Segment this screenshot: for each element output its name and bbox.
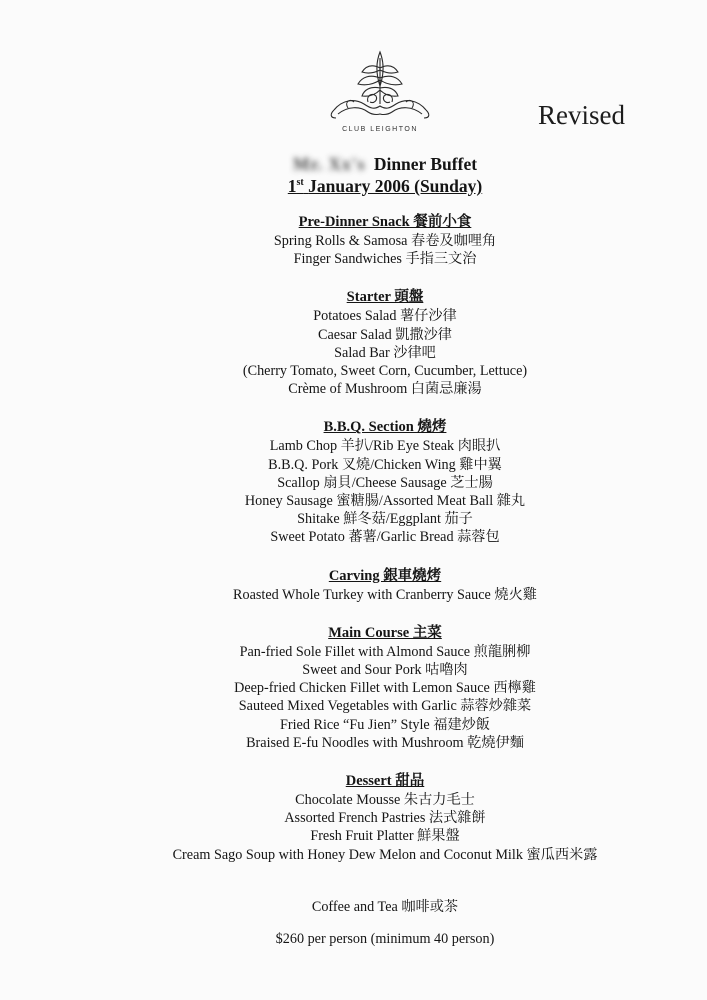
revised-stamp: Revised [538,100,625,130]
date-day: 1 [287,176,297,196]
menu-date [0,175,707,197]
section-heading: B.B.Q. Section 燒烤 [323,419,447,436]
menu-title-text: Dinner Buffet [373,154,478,174]
menu-item: (Cherry Tomato, Sweet Corn, Cucumber, Lettuce) [242,363,528,380]
date-rest: January 2006 (Sunday) [308,176,483,196]
menu-item: Braised E-fu Noodles with Mushroom 乾燒伊麵 [246,734,524,751]
menu-item: Sauteed Mixed Vegetables with Garlic 蒜蓉炒雜菜 [238,698,532,715]
menu-item: Crème of Mushroom 白菌忌廉湯 [288,381,482,398]
menu-item: Honey Sausage 蜜糖腸/Assorted Meat Ball 雜丸 [244,493,526,510]
date-suffix: st [296,177,304,188]
menu-content [0,153,707,864]
menu-item: Shitake 鮮冬菇/Eggplant 茄子 [297,511,473,528]
menu-item: Spring Rolls & Samosa 春卷及咖哩角 [273,233,497,249]
menu-section [0,624,707,752]
menu-section [0,418,707,546]
menu-item: B.B.Q. Pork 叉燒/Chicken Wing 雞中翼 [268,456,502,473]
menu-item: Fried Rice “Fu Jien” Style 福建炒飯 [279,716,491,733]
menu-item: Cream Sago Soup with Honey Dew Melon and Coconut Milk 蜜瓜西米露 [172,846,598,863]
menu-sections [0,213,707,864]
menu-section [0,567,707,604]
menu-item: Salad Bar 沙律吧 [334,344,436,361]
price-line: $260 per person (minimum 40 person) [275,931,495,947]
section-heading: Carving 銀車燒烤 [328,567,442,584]
menu-item: Sweet and Sour Pork 咕嚕肉 [302,662,468,679]
menu-section [0,288,707,398]
menu-item: Chocolate Mousse 朱古力毛士 [295,792,475,809]
menu-item: Lamb Chop 羊扒/Rib Eye Steak 肉眼扒 [269,438,501,455]
menu-item: Potatoes Salad 薯仔沙律 [313,308,457,325]
menu-item: Caesar Salad 凱撒沙律 [318,326,452,343]
menu-item: Deep-fried Chicken Fillet with Lemon Sauce 西檸雞 [234,680,536,697]
menu-item: Fresh Fruit Platter 鮮果盤 [310,828,460,845]
menu-item: Scallop 扇貝/Cheese Sausage 芝士腸 [277,474,493,491]
logo-wordmark: CLUB LEIGHTON [342,126,418,133]
section-heading: Starter 頭盤 [346,289,424,306]
menu-item: Roasted Whole Turkey with Cranberry Sauce 燒火雞 [233,586,537,603]
club-logo [318,44,442,136]
section-heading: Pre-Dinner Snack 餐前小食 [298,214,472,230]
menu-item: Sweet Potato 蕃薯/Garlic Bread 蒜蓉包 [270,529,500,546]
menu-title [0,153,707,175]
menu-item: Finger Sandwiches 手指三文治 [293,251,477,268]
menu-item: Assorted French Pastries 法式雜餅 [284,810,486,827]
menu-item: Pan-fried Sole Fillet with Almond Sauce 煎龍脷柳 [239,643,531,660]
section-heading: Dessert 甜品 [345,773,425,790]
coffee-line: Coffee and Tea 咖啡或茶 [311,899,459,915]
menu-section [0,213,707,268]
redacted-name: Mr. Xx's [292,154,366,174]
crest-icon [318,44,442,128]
section-heading: Main Course 主菜 [328,624,442,641]
menu-section [0,772,707,864]
